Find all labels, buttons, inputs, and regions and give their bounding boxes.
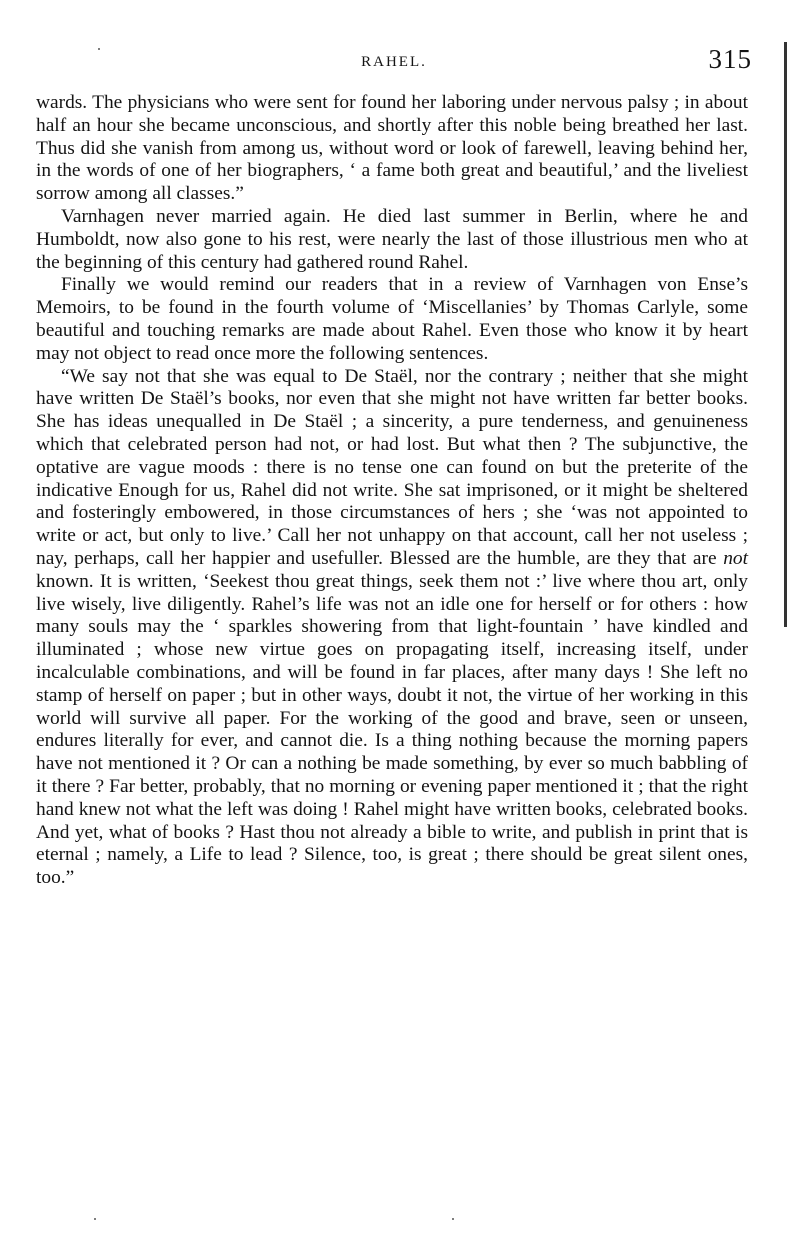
paragraph-text: known. It is written, ‘Seekest thou great things, seek them not :’ live where thou art, only live wisely, live diligently. Rahel’s life was not an idle one for herself or for others : how many souls may the ‘ sparkles showering from that light-fountain ’ have kindled and illuminated ; whose new virtue goes on propagating itself, increasing itself, under incalculable combinations, and will be found in far places, after many days ! She left no stamp of herself on paper ; but in other ways, doubt it not, the virtue of her working in this world will survive all paper. For the working of the good and brave, seen or unseen, endures literally for ever, and cannot die. Is a thing nothing because the morning papers have not mentioned it ? Or can a nothing be made something, by ever so much babbling of it there ? Far better, probably, that no morning or evening paper mentioned it ; that the right hand knew not what the left was doing ! Rahel might have written books, celebrated books. And yet, what of books ? Hast thou not already a bible to write, and publish in print that is eternal ; namely, a Life to lead ? Silence, too, is great ; there should be great silent ones, too.” xyxy=(36,570,748,889)
paragraph-text: “We say not that she was equal to De Staël, nor the contrary ; neither that she might have written De Staël’s books, nor even that she might not have written far better books. She has ideas unequalled in De Staël ; a sincerity, a pure tenderness, and genuineness which that celebrated person had not, or had lost. But what then ? The subjunctive, the optative are vague moods : there is no tense one can found on but the preterite of the indicative Enough for us, Rahel did not write. She sat imprisoned, or it might be sheltered and fosteringly embowered, in those circumstances of hers ; she ‘was not appointed to write or act, but only to live.’ Call her not unhappy on that account, call her not useless ; nay, perhaps, call her happier and usefuller. Blessed are the humble, are they that are xyxy=(36,365,748,569)
body-text xyxy=(36,92,748,890)
speck-mark xyxy=(94,1218,96,1220)
page-edge-mark xyxy=(784,42,787,627)
paragraph-text: wards. The physicians who were sent for found her laboring under nervous palsy ; in about half an hour she became unconscious, and shortly after this noble being breathed her last. Thus did she vanish from among us, without word or look of farewell, leaving behind her, in the words of one of her biographers, ‘ a fame both great and beautiful,’ and the liveliest sorrow among all classes.” xyxy=(36,92,748,205)
paragraph-text: Varnhagen never married again. He died last summer in Berlin, where he and Humboldt, now also gone to his rest, were nearly the last of those illustrious men who at the beginning of this century had gathered round Rahel. xyxy=(36,205,748,273)
emphasis-text: not xyxy=(723,547,748,569)
paragraph-text: Finally we would remind our readers that in a review of Varnhagen von Ense’s Memoirs, to be found in the fourth volume of ‘Miscellanies’ by Thomas Carlyle, some beautiful and touching remarks are made about Rahel. Even those who know it by heart may not object to read once more the following sentences. xyxy=(36,274,748,364)
speck-mark xyxy=(98,48,100,50)
page-number: 315 xyxy=(708,44,752,74)
paragraph xyxy=(36,366,748,890)
paragraph xyxy=(36,92,748,206)
speck-mark xyxy=(452,1218,454,1220)
running-title: RAHEL. xyxy=(361,54,427,70)
running-head xyxy=(36,44,752,84)
paragraph xyxy=(36,206,748,274)
paragraph xyxy=(36,274,748,365)
